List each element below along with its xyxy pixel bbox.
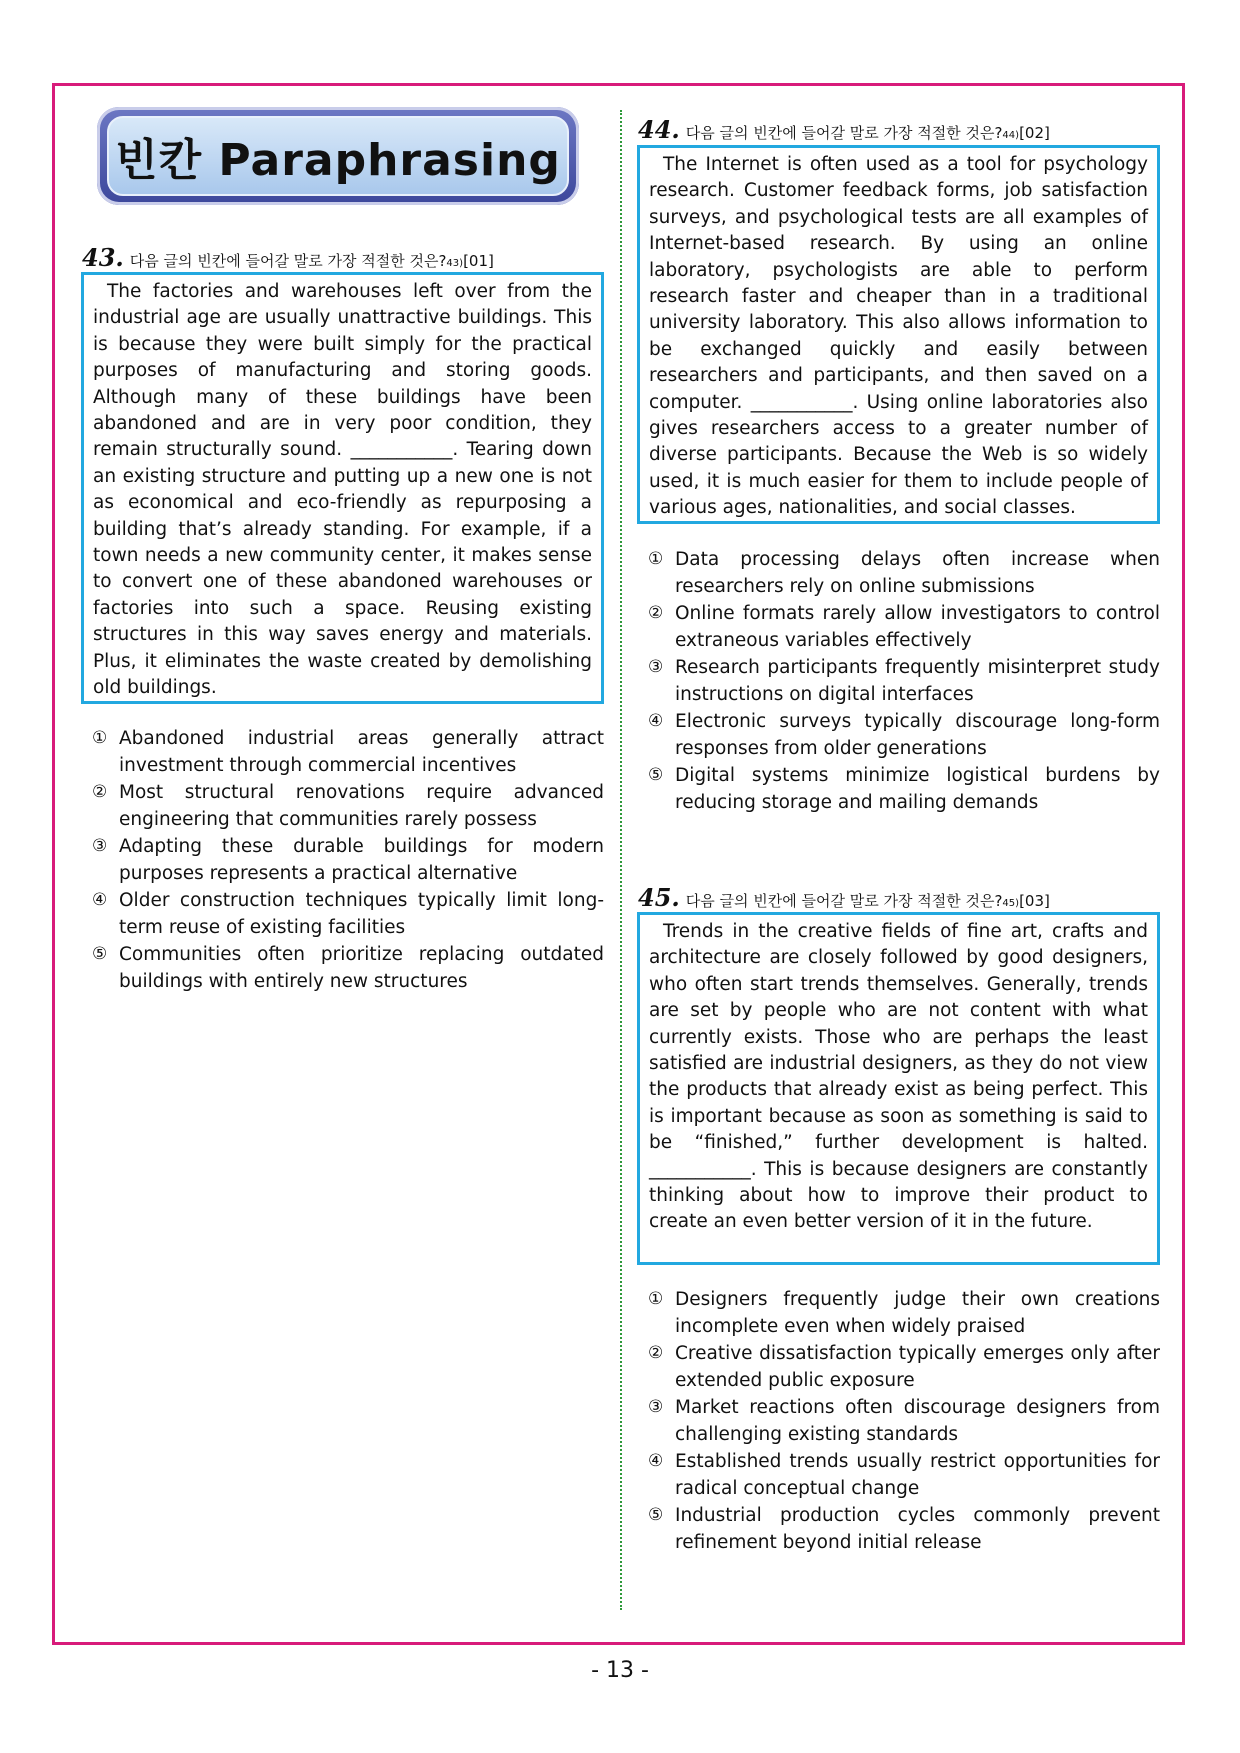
option-text: Data processing delays often increase when researchers rely on online submissions: [675, 549, 1160, 597]
question-code: [03]: [1019, 892, 1050, 910]
question-header-44: [638, 115, 1050, 144]
option-item[interactable]: [648, 708, 1160, 762]
option-number: ②: [648, 1343, 664, 1363]
option-number: ⑤: [92, 944, 108, 964]
option-text: Electronic surveys typically discourage long-form responses from older generations: [675, 711, 1160, 759]
option-number: ③: [648, 1397, 664, 1417]
options-45: [648, 1286, 1160, 1556]
question-code: [01]: [463, 252, 494, 270]
question-prompt: 다음 글의 빈칸에 들어갈 말로 가장 적절한 것은?: [129, 252, 447, 270]
options-44: [648, 546, 1160, 816]
question-number: 43.: [82, 243, 124, 272]
question-header-43: [82, 243, 494, 272]
question-number: 45.: [638, 883, 680, 912]
passage-box-45: [637, 912, 1160, 1265]
option-text: Older construction techniques typically limit long-term reuse of existing facilities: [119, 890, 604, 938]
question-header-45: [638, 883, 1050, 912]
footnote-ref: 44): [1002, 130, 1020, 141]
option-text: Market reactions often discourage designers from challenging existing standards: [675, 1397, 1160, 1445]
title-inner: [107, 116, 569, 196]
page-title: 빈칸 Paraphrasing: [115, 135, 561, 186]
option-text: Digital systems minimize logistical burdens by reducing storage and mailing demands: [675, 765, 1160, 813]
option-text: Communities often prioritize replacing outdated buildings with entirely new structures: [119, 944, 604, 992]
page-number: - 13 -: [591, 1658, 649, 1683]
option-item[interactable]: [648, 600, 1160, 654]
option-item[interactable]: [648, 1340, 1160, 1394]
option-text: Industrial production cycles commonly prevent refinement beyond initial release: [675, 1505, 1160, 1553]
footnote-ref: 45): [1002, 898, 1020, 909]
passage-box-44: [637, 145, 1160, 524]
option-text: Creative dissatisfaction typically emerges only after extended public exposure: [675, 1343, 1160, 1391]
passage-text: The Internet is often used as a tool for psychology research. Customer feedback forms, job satisfaction surveys, and psychological tests are all examples of Internet-based research. By using an online laboratory, psychologists are able to perform research faster and cheaper than in a traditional university laboratory. This also allows information to be exchanged quickly and easily between researchers and participants, and then saved on a computer. ___________. Using online laboratories also gives researchers access to a greater number of diverse participants. Because the Web is so widely used, it is much easier for them to include people of various ages, nationalities, and social classes.: [649, 154, 1148, 519]
option-item[interactable]: [92, 725, 604, 779]
option-number: ④: [648, 1451, 664, 1471]
option-number: ④: [648, 711, 664, 731]
option-item[interactable]: [648, 1394, 1160, 1448]
option-item[interactable]: [648, 762, 1160, 816]
option-number: ③: [648, 657, 664, 677]
option-number: ①: [92, 728, 108, 748]
passage-box-43: [81, 272, 604, 704]
option-item[interactable]: [92, 941, 604, 995]
passage-text: The factories and warehouses left over from the industrial age are usually unattractive buildings. This is because they were built simply for the practical purposes of manufacturing and storing goods. Although many of these buildings have been abandoned and are in very poor condition, they remain structurally sound. ___________. Tearing down an existing structure and putting up a new one is not as economical and eco-friendly as repurposing a building that’s already standing. For example, if a town needs a new community center, it makes sense to convert one of these abandoned warehouses or factories into such a space. Reusing existing structures in this way saves energy and materials. Plus, it eliminates the waste created by demolishing old buildings.: [93, 281, 592, 699]
footnote-ref: 43): [446, 258, 464, 269]
option-text: Research participants frequently misinterpret study instructions on digital interfaces: [675, 657, 1160, 705]
option-item[interactable]: [92, 887, 604, 941]
option-number: ⑤: [648, 765, 664, 785]
option-item[interactable]: [648, 546, 1160, 600]
title-badge: [97, 107, 579, 205]
option-number: ②: [648, 603, 664, 623]
column-divider: [620, 110, 622, 1610]
options-43: [92, 725, 604, 995]
option-text: Adapting these durable buildings for modern purposes represents a practical alternative: [119, 836, 604, 884]
question-prompt: 다음 글의 빈칸에 들어갈 말로 가장 적절한 것은?: [685, 124, 1003, 142]
option-item[interactable]: [648, 1502, 1160, 1556]
option-number: ⑤: [648, 1505, 664, 1525]
option-text: Designers frequently judge their own creations incomplete even when widely praised: [675, 1289, 1160, 1337]
option-item[interactable]: [648, 1448, 1160, 1502]
option-text: Online formats rarely allow investigators to control extraneous variables effectively: [675, 603, 1160, 651]
option-number: ①: [648, 1289, 664, 1309]
option-text: Established trends usually restrict opportunities for radical conceptual change: [675, 1451, 1160, 1499]
option-item[interactable]: [648, 654, 1160, 708]
option-item[interactable]: [648, 1286, 1160, 1340]
option-text: Most structural renovations require advanced engineering that communities rarely possess: [119, 782, 604, 830]
option-number: ④: [92, 890, 108, 910]
option-number: ①: [648, 549, 664, 569]
option-number: ②: [92, 782, 108, 802]
option-number: ③: [92, 836, 108, 856]
question-code: [02]: [1019, 124, 1050, 142]
option-item[interactable]: [92, 833, 604, 887]
passage-text: Trends in the creative fields of fine art, crafts and architecture are closely followed by good designers, who often start trends themselves. Generally, trends are set by people who are not content with what currently exists. Those who are perhaps the least satisfied are industrial designers, as they do not view the products that already exist as being perfect. This is important because as soon as something is said to be “finished,” further development is halted. ___________. This is because designers are constantly thinking about how to improve their product to create an even better version of it in the future.: [649, 921, 1148, 1233]
question-number: 44.: [638, 115, 680, 144]
option-text: Abandoned industrial areas generally attract investment through commercial incentives: [119, 728, 604, 776]
option-item[interactable]: [92, 779, 604, 833]
question-prompt: 다음 글의 빈칸에 들어갈 말로 가장 적절한 것은?: [685, 892, 1003, 910]
